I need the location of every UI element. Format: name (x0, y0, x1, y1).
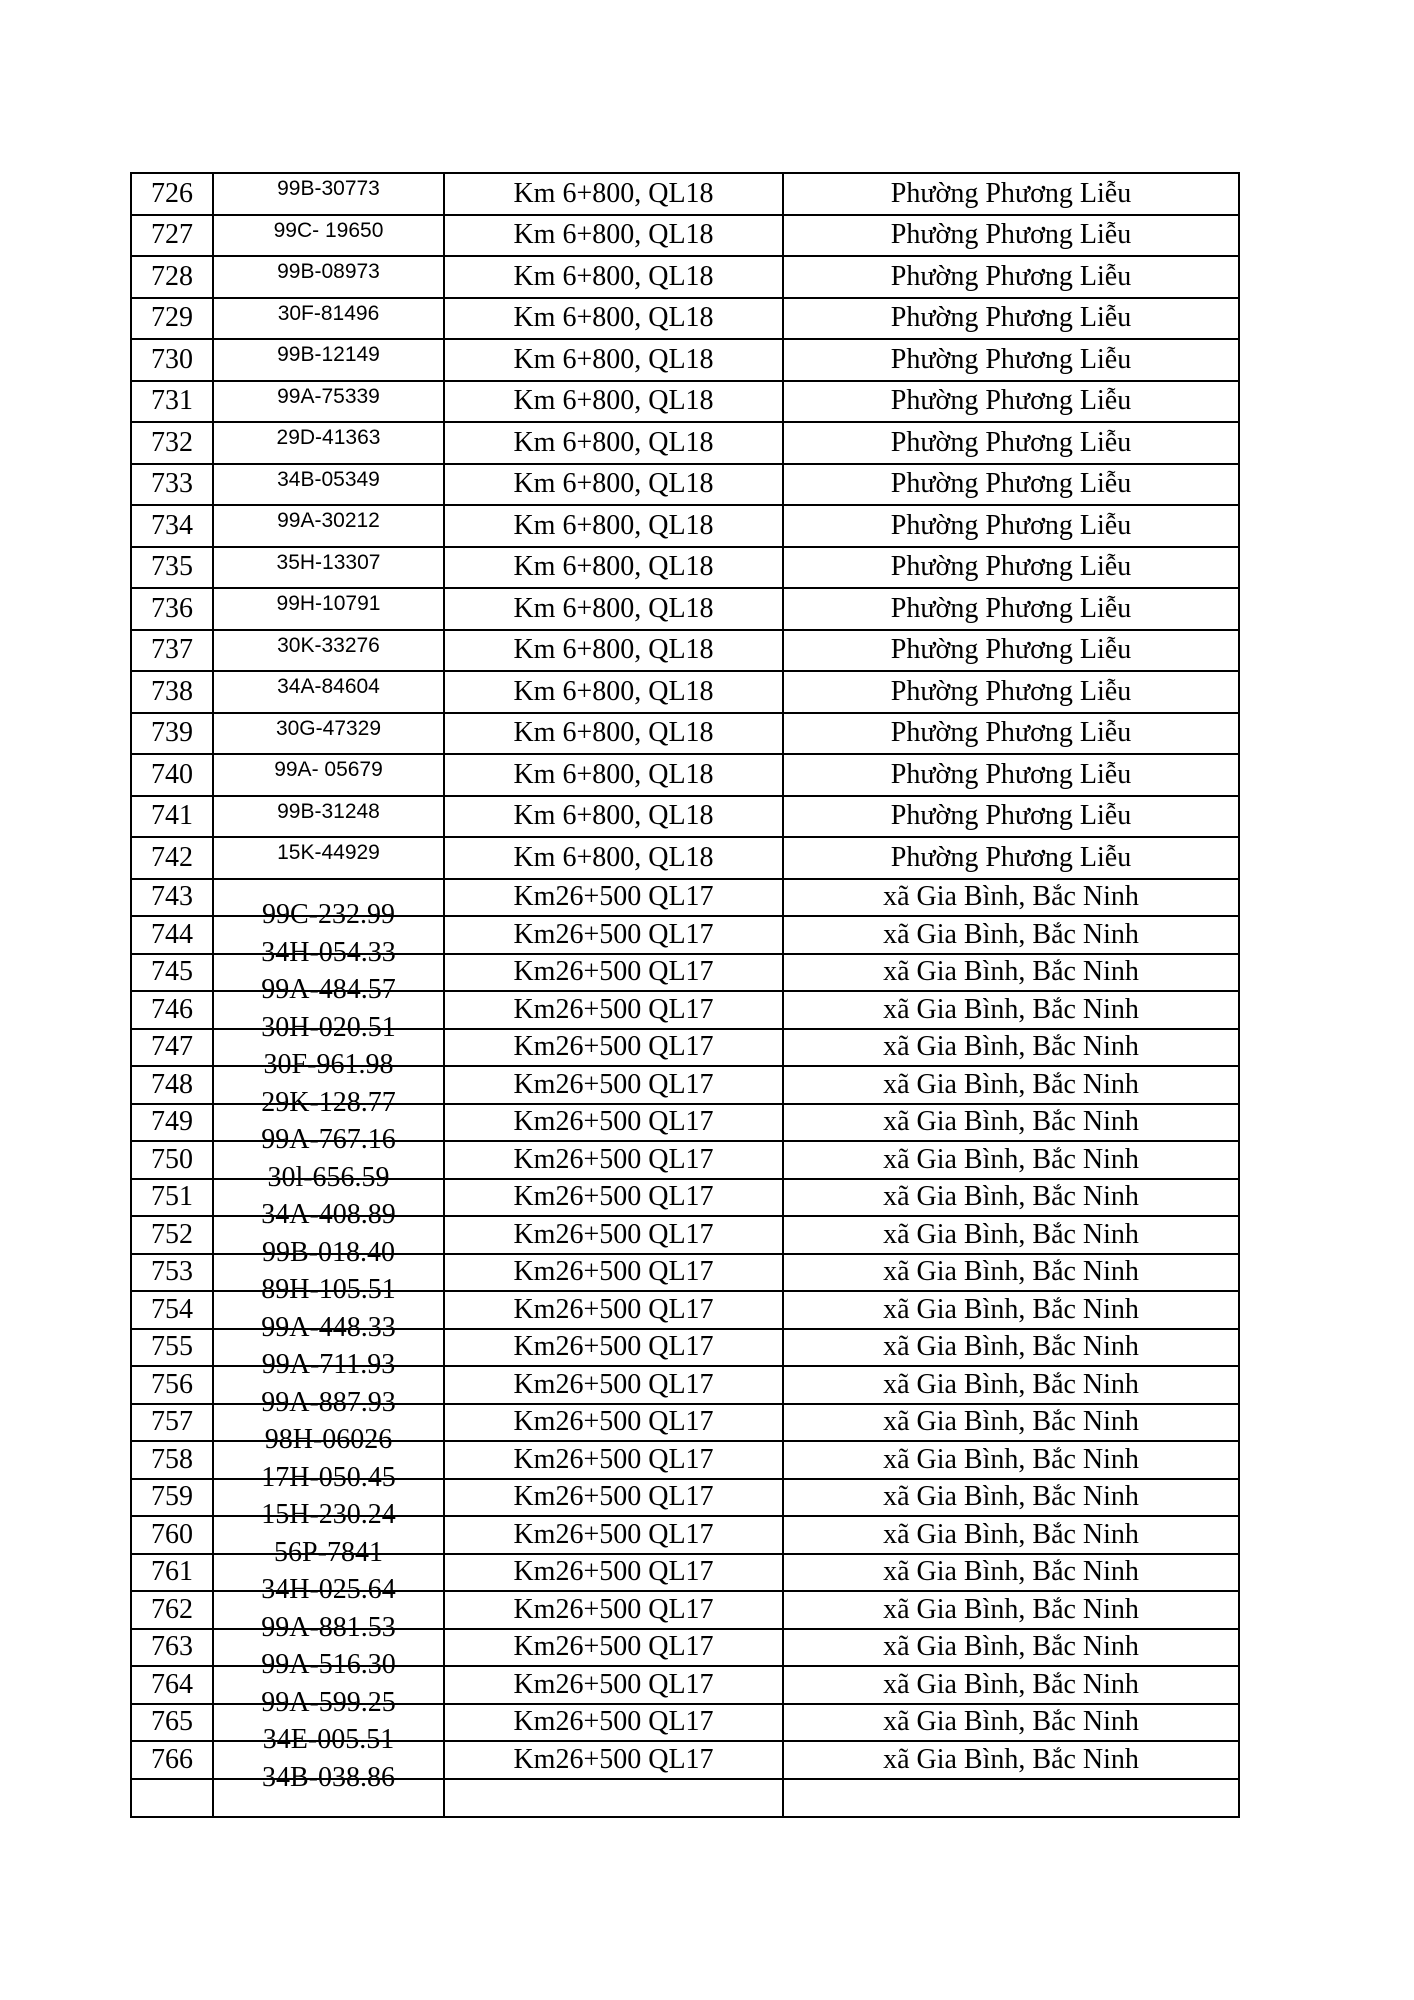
license-plate: 99B-12149 (213, 339, 444, 381)
row-number: 737 (131, 630, 213, 672)
license-plate: 99A-30212 (213, 505, 444, 547)
violation-area: xã Gia Bình, Bắc Ninh (783, 1591, 1239, 1629)
license-plate (213, 1554, 444, 1606)
license-plate: 99B-31248 (213, 796, 444, 838)
license-plate (213, 1366, 444, 1418)
violation-area: xã Gia Bình, Bắc Ninh (783, 1141, 1239, 1179)
violation-area: Phường Phương Liễu (783, 173, 1239, 215)
violation-location: Km26+500 QL17 (444, 1029, 783, 1067)
license-plate (213, 1516, 444, 1568)
table-row (131, 1291, 1239, 1329)
empty-cell (783, 1779, 1239, 1817)
violation-area: Phường Phương Liễu (783, 588, 1239, 630)
table-row (131, 671, 1239, 713)
violation-area: xã Gia Bình, Bắc Ninh (783, 916, 1239, 954)
license-plate: 99B-30773 (213, 173, 444, 215)
row-number: 744 (131, 916, 213, 954)
table-row (131, 713, 1239, 755)
license-plate: 35H-13307 (213, 547, 444, 589)
violation-location: Km26+500 QL17 (444, 1291, 783, 1329)
violation-location: Km26+500 QL17 (444, 1104, 783, 1142)
violation-location: Km26+500 QL17 (444, 1329, 783, 1367)
violation-area: Phường Phương Liễu (783, 671, 1239, 713)
violation-location: Km 6+800, QL18 (444, 630, 783, 672)
row-number: 735 (131, 547, 213, 589)
license-plate: 30K-33276 (213, 630, 444, 672)
row-number: 729 (131, 298, 213, 340)
violation-area: xã Gia Bình, Bắc Ninh (783, 1516, 1239, 1554)
violation-location: Km26+500 QL17 (444, 1741, 783, 1779)
table-row (131, 1329, 1239, 1367)
row-number: 733 (131, 464, 213, 506)
table-row (131, 1141, 1239, 1179)
license-plate-text: 34H-025.64 (261, 1574, 396, 1606)
violation-location: Km26+500 QL17 (444, 1591, 783, 1629)
violation-area: xã Gia Bình, Bắc Ninh (783, 879, 1239, 917)
violation-area: Phường Phương Liễu (783, 796, 1239, 838)
violation-location: Km26+500 QL17 (444, 1066, 783, 1104)
row-number: 748 (131, 1066, 213, 1104)
violation-area: xã Gia Bình, Bắc Ninh (783, 1366, 1239, 1404)
violation-location: Km 6+800, QL18 (444, 837, 783, 879)
row-number: 764 (131, 1666, 213, 1704)
table-row (131, 1404, 1239, 1442)
row-number: 761 (131, 1554, 213, 1592)
row-number: 732 (131, 422, 213, 464)
violation-area: xã Gia Bình, Bắc Ninh (783, 1029, 1239, 1067)
license-plate: 29D-41363 (213, 422, 444, 464)
table-row (131, 422, 1239, 464)
license-plate-text: 56P-7841 (274, 1536, 383, 1568)
table-row (131, 1591, 1239, 1629)
row-number: 765 (131, 1704, 213, 1742)
table-row (131, 298, 1239, 340)
license-plate: 99A-75339 (213, 381, 444, 423)
table-row (131, 1741, 1239, 1779)
row-number: 734 (131, 505, 213, 547)
license-plate-text: 99A-887.93 (261, 1386, 396, 1418)
table-row (131, 1254, 1239, 1292)
license-plate (213, 916, 444, 968)
row-number: 747 (131, 1029, 213, 1067)
table-row (131, 879, 1239, 917)
violation-area: xã Gia Bình, Bắc Ninh (783, 1104, 1239, 1142)
table-row (131, 1366, 1239, 1404)
license-plate-text: 34H-054.33 (261, 936, 396, 968)
violation-area: xã Gia Bình, Bắc Ninh (783, 1741, 1239, 1779)
license-plate-text: 99A-516.30 (261, 1649, 396, 1681)
violation-area: xã Gia Bình, Bắc Ninh (783, 1704, 1239, 1742)
license-plate-text: 99C-232.99 (262, 899, 395, 931)
violation-location: Km26+500 QL17 (444, 1516, 783, 1554)
row-number: 742 (131, 837, 213, 879)
violation-area: Phường Phương Liễu (783, 339, 1239, 381)
violation-area: Phường Phương Liễu (783, 505, 1239, 547)
license-plate (213, 1441, 444, 1493)
table-row (131, 381, 1239, 423)
violation-location: Km 6+800, QL18 (444, 215, 783, 257)
license-plate: 30F-81496 (213, 298, 444, 340)
license-plate (213, 1666, 444, 1718)
violation-area: Phường Phương Liễu (783, 298, 1239, 340)
violation-area: xã Gia Bình, Bắc Ninh (783, 1179, 1239, 1217)
violation-location: Km 6+800, QL18 (444, 796, 783, 838)
violation-area: Phường Phương Liễu (783, 754, 1239, 796)
license-plate: 99B-08973 (213, 256, 444, 298)
table-row (131, 837, 1239, 879)
table-row (131, 796, 1239, 838)
violation-location: Km26+500 QL17 (444, 1254, 783, 1292)
row-number: 751 (131, 1179, 213, 1217)
violation-location: Km 6+800, QL18 (444, 298, 783, 340)
table-row (131, 547, 1239, 589)
violation-area: Phường Phương Liễu (783, 381, 1239, 423)
violation-location: Km 6+800, QL18 (444, 547, 783, 589)
row-number: 739 (131, 713, 213, 755)
violation-area: xã Gia Bình, Bắc Ninh (783, 1216, 1239, 1254)
license-plate-text: 99A-767.16 (261, 1124, 396, 1156)
violation-location: Km 6+800, QL18 (444, 422, 783, 464)
row-number: 730 (131, 339, 213, 381)
violation-location: Km26+500 QL17 (444, 1554, 783, 1592)
license-plate (213, 1216, 444, 1268)
violation-location: Km26+500 QL17 (444, 916, 783, 954)
license-plate-text: 99A-484.57 (261, 974, 396, 1006)
violation-area: Phường Phương Liễu (783, 630, 1239, 672)
license-plate-text: 99B-018.40 (262, 1236, 395, 1268)
table-row (131, 754, 1239, 796)
table-row (131, 991, 1239, 1029)
violation-area: xã Gia Bình, Bắc Ninh (783, 1404, 1239, 1442)
license-plate (213, 1291, 444, 1343)
license-plate: 99C- 19650 (213, 215, 444, 257)
license-plate (213, 1629, 444, 1681)
violation-location: Km26+500 QL17 (444, 1704, 783, 1742)
row-number: 758 (131, 1441, 213, 1479)
table-row (131, 1479, 1239, 1517)
license-plate: 34A-84604 (213, 671, 444, 713)
violation-area: xã Gia Bình, Bắc Ninh (783, 1291, 1239, 1329)
table-row (131, 215, 1239, 257)
row-number: 740 (131, 754, 213, 796)
violation-location: Km26+500 QL17 (444, 1216, 783, 1254)
table-row (131, 339, 1239, 381)
violation-area: xã Gia Bình, Bắc Ninh (783, 1666, 1239, 1704)
empty-cell (444, 1779, 783, 1817)
violation-location: Km 6+800, QL18 (444, 381, 783, 423)
license-plate (213, 1141, 444, 1193)
violation-area: Phường Phương Liễu (783, 713, 1239, 755)
row-number: 760 (131, 1516, 213, 1554)
license-plate-text: 29K-128.77 (261, 1086, 396, 1118)
row-number: 762 (131, 1591, 213, 1629)
table-row (131, 1104, 1239, 1142)
violation-location: Km26+500 QL17 (444, 1666, 783, 1704)
row-number: 752 (131, 1216, 213, 1254)
violation-location: Km26+500 QL17 (444, 879, 783, 917)
violation-area: xã Gia Bình, Bắc Ninh (783, 1066, 1239, 1104)
violation-location: Km26+500 QL17 (444, 991, 783, 1029)
license-plate-text: 89H-105.51 (261, 1274, 396, 1306)
table-row (131, 173, 1239, 215)
violation-area: Phường Phương Liễu (783, 547, 1239, 589)
license-plate (213, 1479, 444, 1531)
empty-cell (131, 1779, 213, 1817)
license-plate-text: 30F-961.98 (263, 1049, 394, 1081)
violation-area: xã Gia Bình, Bắc Ninh (783, 1479, 1239, 1517)
row-number: 738 (131, 671, 213, 713)
violation-location: Km 6+800, QL18 (444, 671, 783, 713)
row-number: 741 (131, 796, 213, 838)
row-number: 750 (131, 1141, 213, 1179)
row-number: 731 (131, 381, 213, 423)
row-number: 763 (131, 1629, 213, 1667)
license-plate (213, 1404, 444, 1456)
violation-area: Phường Phương Liễu (783, 256, 1239, 298)
violation-location: Km26+500 QL17 (444, 1479, 783, 1517)
row-number: 736 (131, 588, 213, 630)
violation-area: Phường Phương Liễu (783, 422, 1239, 464)
violation-location: Km26+500 QL17 (444, 1441, 783, 1479)
license-plate-text: 98H-06026 (264, 1424, 393, 1456)
license-plate (213, 1329, 444, 1381)
violation-location: Km 6+800, QL18 (444, 464, 783, 506)
license-plate-text: 34B-038.86 (262, 1761, 395, 1793)
license-plate-text: 99A-599.25 (261, 1686, 396, 1718)
violation-location: Km 6+800, QL18 (444, 256, 783, 298)
license-plate: 15K-44929 (213, 837, 444, 879)
table-row (131, 1516, 1239, 1554)
table-row (131, 1216, 1239, 1254)
license-plate (213, 879, 444, 931)
row-number: 745 (131, 954, 213, 992)
row-number: 753 (131, 1254, 213, 1292)
row-number: 757 (131, 1404, 213, 1442)
license-plate-text: 30l-656.59 (267, 1161, 390, 1193)
row-number: 727 (131, 215, 213, 257)
license-plate (213, 1104, 444, 1156)
violation-location: Km26+500 QL17 (444, 1629, 783, 1667)
license-plate (213, 1179, 444, 1231)
table-row (131, 505, 1239, 547)
table-row (131, 464, 1239, 506)
license-plate: 30G-47329 (213, 713, 444, 755)
license-plate (213, 1029, 444, 1081)
row-number: 759 (131, 1479, 213, 1517)
license-plate (213, 1591, 444, 1643)
table-row (131, 1704, 1239, 1742)
violation-location: Km26+500 QL17 (444, 1404, 783, 1442)
table-row (131, 1441, 1239, 1479)
violation-area: xã Gia Bình, Bắc Ninh (783, 991, 1239, 1029)
table-row (131, 916, 1239, 954)
row-number: 728 (131, 256, 213, 298)
row-number: 766 (131, 1741, 213, 1779)
violation-table (130, 172, 1240, 1818)
license-plate-text: 30H-020.51 (261, 1011, 396, 1043)
row-number: 754 (131, 1291, 213, 1329)
table-row (131, 1629, 1239, 1667)
violation-location: Km 6+800, QL18 (444, 339, 783, 381)
license-plate-text: 99A-881.53 (261, 1611, 396, 1643)
license-plate (213, 1254, 444, 1306)
violation-area: xã Gia Bình, Bắc Ninh (783, 954, 1239, 992)
license-plate-text: 34A-408.89 (261, 1199, 396, 1231)
license-plate-text: 15H-230.24 (261, 1499, 396, 1531)
table-row (131, 1029, 1239, 1067)
table-row (131, 954, 1239, 992)
violation-area: xã Gia Bình, Bắc Ninh (783, 1254, 1239, 1292)
violation-location: Km26+500 QL17 (444, 954, 783, 992)
table-row (131, 1179, 1239, 1217)
row-number: 726 (131, 173, 213, 215)
violation-area: xã Gia Bình, Bắc Ninh (783, 1329, 1239, 1367)
row-number: 743 (131, 879, 213, 917)
violation-location: Km 6+800, QL18 (444, 713, 783, 755)
violation-location: Km 6+800, QL18 (444, 754, 783, 796)
violation-area: xã Gia Bình, Bắc Ninh (783, 1554, 1239, 1592)
table-row (131, 1666, 1239, 1704)
violation-area: xã Gia Bình, Bắc Ninh (783, 1441, 1239, 1479)
license-plate (213, 954, 444, 1006)
violation-location: Km26+500 QL17 (444, 1141, 783, 1179)
license-plate (213, 991, 444, 1043)
license-plate: 34B-05349 (213, 464, 444, 506)
violation-location: Km 6+800, QL18 (444, 173, 783, 215)
table-row (131, 1554, 1239, 1592)
violation-area: xã Gia Bình, Bắc Ninh (783, 1629, 1239, 1667)
license-plate: 99A- 05679 (213, 754, 444, 796)
license-plate (213, 1066, 444, 1118)
violation-area: Phường Phương Liễu (783, 837, 1239, 879)
license-plate-text: 99A-711.93 (261, 1349, 396, 1381)
violation-location: Km26+500 QL17 (444, 1366, 783, 1404)
violation-area: Phường Phương Liễu (783, 215, 1239, 257)
table-row (131, 1066, 1239, 1104)
table-row (131, 630, 1239, 672)
violation-location: Km26+500 QL17 (444, 1179, 783, 1217)
row-number: 746 (131, 991, 213, 1029)
table-row (131, 588, 1239, 630)
row-number: 749 (131, 1104, 213, 1142)
row-number: 755 (131, 1329, 213, 1367)
license-plate-text: 17H-050.45 (261, 1461, 396, 1493)
license-plate-text: 99A-448.33 (261, 1311, 396, 1343)
row-number: 756 (131, 1366, 213, 1404)
license-plate (213, 1704, 444, 1756)
violation-area: Phường Phương Liễu (783, 464, 1239, 506)
table-row (131, 256, 1239, 298)
violation-location: Km 6+800, QL18 (444, 505, 783, 547)
license-plate: 99H-10791 (213, 588, 444, 630)
violation-location: Km 6+800, QL18 (444, 588, 783, 630)
license-plate (213, 1741, 444, 1793)
license-plate-text: 34E-005.51 (262, 1724, 395, 1756)
table-body (131, 173, 1239, 1817)
